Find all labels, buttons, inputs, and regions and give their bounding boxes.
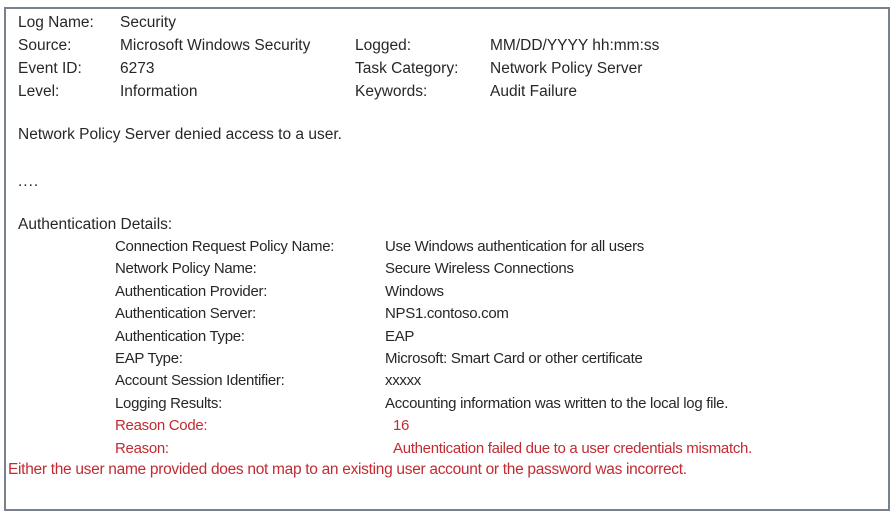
ellipsis: ....: [18, 173, 40, 190]
detail-value: Accounting information was written to the local log file.: [385, 394, 729, 412]
detail-label: Logging Results:: [115, 394, 222, 412]
field-label: Log Name:: [18, 14, 94, 31]
detail-label: Account Session Identifier:: [115, 372, 285, 390]
detail-label: Authentication Server:: [115, 305, 256, 323]
event-log-panel: [4, 7, 890, 511]
event-header-row: [18, 80, 884, 103]
auth-details-title: Authentication Details:: [18, 216, 173, 233]
detail-value: Use Windows authentication for all users: [385, 238, 644, 255]
auth-detail-row: [6, 303, 888, 325]
field-value: MM/DD/YYYY hh:mm:ss: [490, 37, 660, 54]
field-label: Source:: [18, 37, 72, 54]
field-value: [490, 11, 884, 34]
detail-label: Reason Code:: [115, 417, 208, 435]
detail-value: xxxxx: [385, 372, 422, 390]
field-label: Logged:: [355, 37, 412, 54]
event-header: [18, 11, 884, 103]
detail-value: Secure Wireless Connections: [385, 260, 574, 278]
auth-detail-row: [6, 258, 888, 280]
field-value: Audit Failure: [490, 83, 578, 100]
detail-label: Authentication Type:: [115, 327, 245, 345]
detail-label: Connection Request Policy Name:: [115, 238, 335, 255]
event-header-row: [18, 57, 884, 80]
auth-detail-row: [6, 370, 888, 392]
field-value: Security: [120, 14, 176, 31]
detail-label: EAP Type:: [115, 349, 183, 367]
detail-label: Network Policy Name:: [115, 260, 257, 278]
event-header-row: [18, 11, 884, 34]
auth-detail-row: [6, 281, 888, 303]
event-description: Network Policy Server denied access to a user.: [18, 126, 342, 143]
auth-detail-row: [6, 236, 888, 258]
detail-value: 16: [393, 417, 410, 435]
field-label: Event ID:: [18, 60, 82, 77]
reason-row: [6, 438, 888, 460]
field-label: Keywords:: [355, 83, 428, 100]
error-message: Either the user name provided does not map to an existing user account or the password was incorrect.: [8, 461, 687, 478]
event-header-row: [18, 34, 884, 57]
auth-details-table: [6, 236, 888, 460]
field-value: Network Policy Server: [490, 60, 643, 77]
auth-detail-row: [6, 393, 888, 415]
detail-label: Reason:: [115, 439, 169, 457]
field-value: 6273: [120, 60, 155, 77]
detail-value: Authentication failed due to a user credentials mismatch.: [393, 439, 752, 457]
detail-value: Windows: [385, 282, 444, 300]
reason-code-row: [6, 415, 888, 437]
detail-label: Authentication Provider:: [115, 282, 268, 300]
field-value: Information: [120, 83, 198, 100]
field-value: Microsoft Windows Security: [120, 37, 311, 54]
field-label: Level:: [18, 83, 60, 100]
field-label: Task Category:: [355, 60, 459, 77]
field-label: [355, 11, 490, 34]
auth-detail-row: [6, 348, 888, 370]
detail-value: EAP: [385, 327, 415, 345]
auth-detail-row: [6, 326, 888, 348]
detail-value: NPS1.contoso.com: [385, 305, 509, 323]
detail-value: Microsoft: Smart Card or other certificate: [385, 349, 643, 367]
